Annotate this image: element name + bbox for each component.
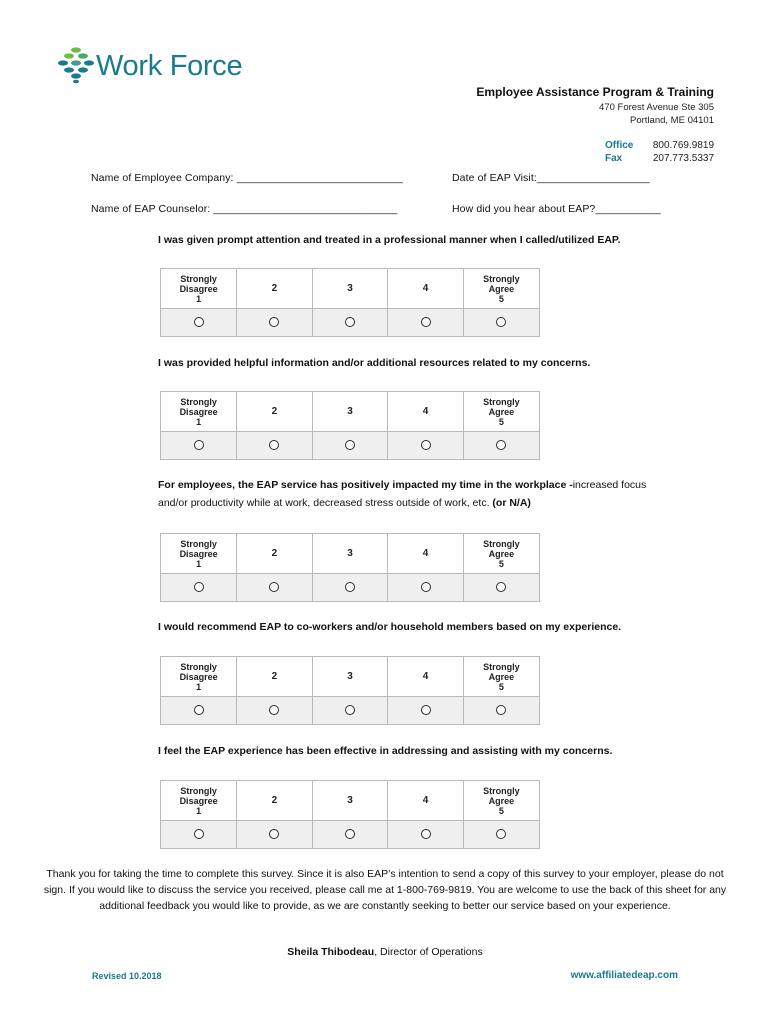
q2-option-5-cell <box>463 432 539 460</box>
scale-strongly-disagree: Strongly Disagree 1 <box>161 781 237 821</box>
q5-radio-2[interactable] <box>269 829 279 839</box>
q3-option-2-cell <box>237 574 313 602</box>
rating-table-q1 <box>160 268 540 337</box>
q1-option-1-cell <box>161 309 237 337</box>
signer-title: , Director of Operations <box>374 946 483 958</box>
q4-radio-1[interactable] <box>194 705 204 715</box>
q5-radio-3[interactable] <box>345 829 355 839</box>
org-title: Employee Assistance Program & Training <box>476 85 714 99</box>
q5-radio-1[interactable] <box>194 829 204 839</box>
q4-radio-2[interactable] <box>269 705 279 715</box>
q1-option-5-cell <box>463 309 539 337</box>
scale-strongly-disagree: Strongly Disagree 1 <box>161 657 237 697</box>
scale-2: 2 <box>237 269 313 309</box>
scale-3: 3 <box>312 534 388 574</box>
q4-option-4-cell <box>388 697 464 725</box>
q3-radio-5[interactable] <box>496 582 506 592</box>
q1-option-3-cell <box>312 309 388 337</box>
q5-radio-5[interactable] <box>496 829 506 839</box>
q3-option-4-cell <box>388 574 464 602</box>
logo-text: Work Force <box>96 50 243 82</box>
q4-radio-3[interactable] <box>345 705 355 715</box>
signature-line <box>0 946 770 958</box>
scale-2: 2 <box>237 781 313 821</box>
scale-3: 3 <box>312 392 388 432</box>
question-1-text: I was given prompt attention and treated in a professional manner when I called/utilized EAP. <box>158 234 621 246</box>
scale-2: 2 <box>237 534 313 574</box>
scale-2: 2 <box>237 657 313 697</box>
counselor-name-field[interactable]: Name of EAP Counselor: _______________________________ <box>91 203 398 215</box>
scale-3: 3 <box>312 657 388 697</box>
q1-radio-4[interactable] <box>421 317 431 327</box>
scale-strongly-disagree: Strongly Disagree 1 <box>161 534 237 574</box>
revision-date: Revised 10.2018 <box>92 971 162 981</box>
q2-radio-1[interactable] <box>194 440 204 450</box>
heard-about-field[interactable]: How did you hear about EAP?___________ <box>452 203 661 215</box>
q4-option-5-cell <box>463 697 539 725</box>
address-line-1: 470 Forest Avenue Ste 305 <box>599 102 714 113</box>
office-phone: 800.769.9819 <box>652 140 714 151</box>
q2-option-1-cell <box>161 432 237 460</box>
question-3-text: For employees, the EAP service has positively impacted my time in the workplace -increased focus <box>158 479 647 491</box>
q5-option-5-cell <box>463 821 539 849</box>
q4-option-2-cell <box>237 697 313 725</box>
visit-date-field[interactable]: Date of EAP Visit:___________________ <box>452 172 650 184</box>
rating-table-q4 <box>160 656 540 725</box>
q4-radio-4[interactable] <box>421 705 431 715</box>
question-2-text: I was provided helpful information and/or additional resources related to my concerns. <box>158 357 591 369</box>
q5-radio-4[interactable] <box>421 829 431 839</box>
q3-radio-1[interactable] <box>194 582 204 592</box>
q1-radio-2[interactable] <box>269 317 279 327</box>
q2-radio-3[interactable] <box>345 440 355 450</box>
q4-option-1-cell <box>161 697 237 725</box>
scale-3: 3 <box>312 781 388 821</box>
q1-option-4-cell <box>388 309 464 337</box>
q5-option-4-cell <box>388 821 464 849</box>
address-line-2: Portland, ME 04101 <box>630 115 714 126</box>
pinecone-logo-icon <box>58 46 94 84</box>
q2-radio-2[interactable] <box>269 440 279 450</box>
question-3-line-2: and/or productivity while at work, decreased stress outside of work, etc. (or N/A) <box>158 497 531 509</box>
scale-strongly-disagree: Strongly Disagree 1 <box>161 392 237 432</box>
office-label: Office <box>605 140 634 151</box>
q2-option-3-cell <box>312 432 388 460</box>
q3-option-3-cell <box>312 574 388 602</box>
q1-radio-3[interactable] <box>345 317 355 327</box>
q3-radio-4[interactable] <box>421 582 431 592</box>
scale-strongly-agree: Strongly Agree 5 <box>463 534 539 574</box>
rating-table-q5 <box>160 780 540 849</box>
company-name-field[interactable]: Name of Employee Company: ____________________________ <box>91 172 403 184</box>
rating-table-q2 <box>160 391 540 460</box>
q4-radio-5[interactable] <box>496 705 506 715</box>
q5-option-2-cell <box>237 821 313 849</box>
q1-option-2-cell <box>237 309 313 337</box>
q3-option-1-cell <box>161 574 237 602</box>
work-force-logo <box>58 46 268 88</box>
fax-label: Fax <box>605 153 623 164</box>
q1-radio-5[interactable] <box>496 317 506 327</box>
website-link[interactable]: www.affiliatedeap.com <box>570 970 678 981</box>
scale-4: 4 <box>388 269 464 309</box>
scale-4: 4 <box>388 781 464 821</box>
scale-3: 3 <box>312 269 388 309</box>
scale-2: 2 <box>237 392 313 432</box>
thank-you-paragraph: Thank you for taking the time to complete this survey. Since it is also EAP’s intention to send a copy of this survey to your employer, please do not sign. If you would like to discuss the service you received, please call me at 1-800-769-9819. You are welcome to use the back of this sheet for any additional feedback you would like to provide, as we are constantly seeking to better our service based on your experience. <box>43 868 727 912</box>
q3-radio-3[interactable] <box>345 582 355 592</box>
q1-radio-1[interactable] <box>194 317 204 327</box>
scale-4: 4 <box>388 657 464 697</box>
scale-strongly-agree: Strongly Agree 5 <box>463 269 539 309</box>
q2-option-4-cell <box>388 432 464 460</box>
scale-strongly-agree: Strongly Agree 5 <box>463 781 539 821</box>
q5-option-3-cell <box>312 821 388 849</box>
q2-radio-5[interactable] <box>496 440 506 450</box>
rating-table-q3 <box>160 533 540 602</box>
q2-option-2-cell <box>237 432 313 460</box>
question-4-text: I would recommend EAP to co-workers and/or household members based on my experience. <box>158 621 622 633</box>
scale-strongly-agree: Strongly Agree 5 <box>463 657 539 697</box>
scale-4: 4 <box>388 392 464 432</box>
scale-4: 4 <box>388 534 464 574</box>
q2-radio-4[interactable] <box>421 440 431 450</box>
q4-option-3-cell <box>312 697 388 725</box>
fax-phone: 207.773.5337 <box>652 153 714 164</box>
scale-strongly-agree: Strongly Agree 5 <box>463 392 539 432</box>
question-5-text: I feel the EAP experience has been effective in addressing and assisting with my concerns. <box>158 745 613 757</box>
scale-strongly-disagree: Strongly Disagree 1 <box>161 269 237 309</box>
q3-radio-2[interactable] <box>269 582 279 592</box>
signer-name: Sheila Thibodeau <box>287 946 375 958</box>
q5-option-1-cell <box>161 821 237 849</box>
q3-option-5-cell <box>463 574 539 602</box>
